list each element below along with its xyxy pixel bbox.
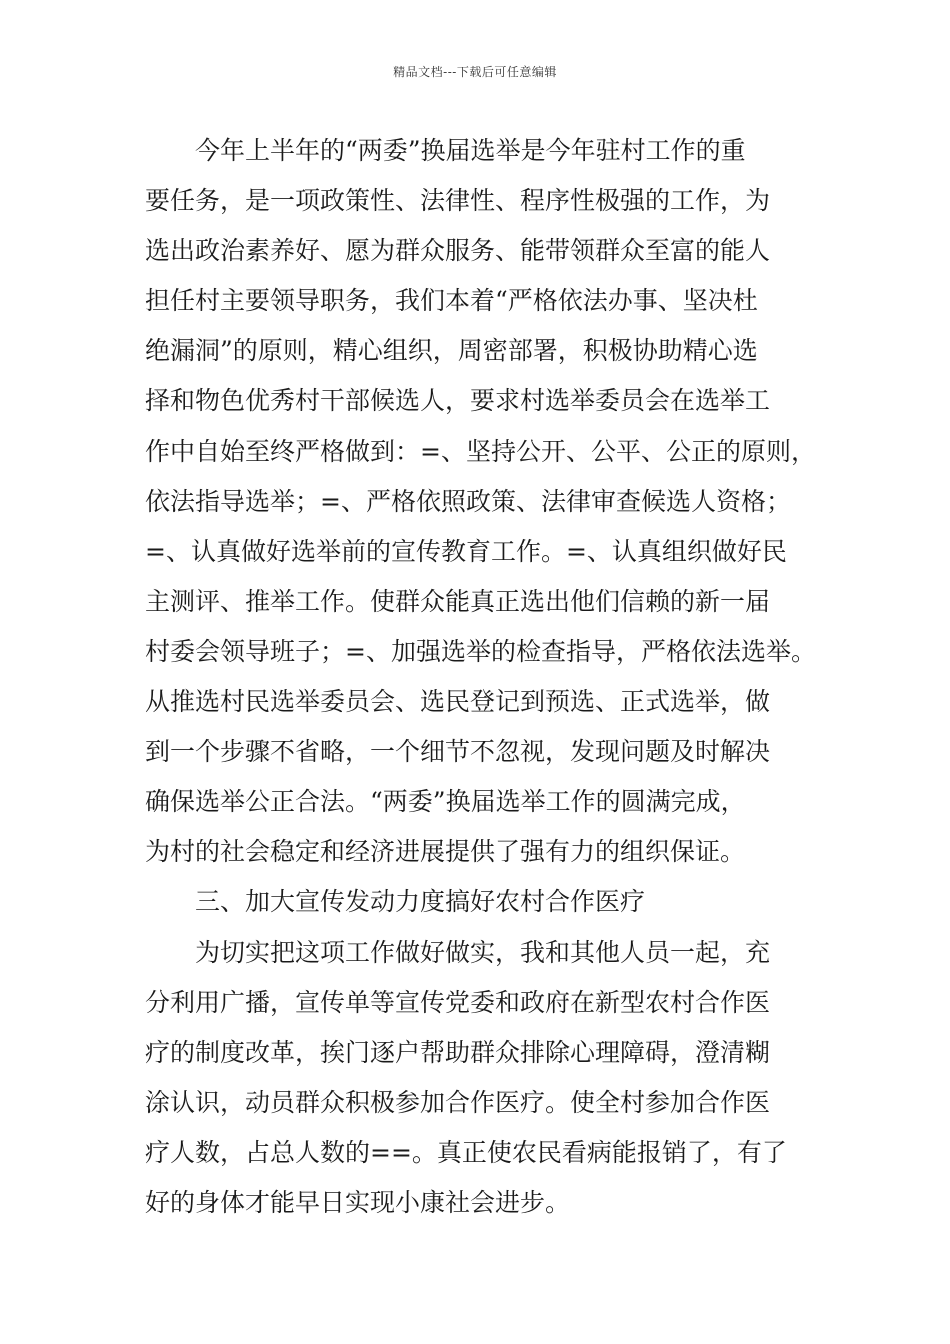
text-line: 涂认识，动员群众积极参加合作医疗。使全村参加合作医 xyxy=(145,1087,771,1117)
heading-line: 三、加大宣传发动力度搞好农村合作医疗 xyxy=(195,887,646,917)
text-line: 从推选村民选举委员会、选民登记到预选、正式选举，做 xyxy=(145,687,771,717)
text-line: 择和物色优秀村干部候选人，要求村选举委员会在选举工 xyxy=(145,386,771,416)
paragraph-medical xyxy=(145,928,825,1229)
text-line: 分利用广播，宣传单等宣传党委和政府在新型农村合作医 xyxy=(145,987,771,1017)
text-line: 为村的社会稳定和经济进展提供了强有力的组织保证。 xyxy=(145,837,746,867)
section-heading xyxy=(145,877,825,927)
text-line: 担任村主要领导职务，我们本着“严格依法办事、坚决杜 xyxy=(145,286,758,316)
text-line: 疗人数，占总人数的==。真正使农民看病能报销了，有了 xyxy=(145,1137,787,1167)
document-body xyxy=(145,126,825,1228)
text-line: 作中自始至终严格做到：=、坚持公开、公平、公正的原则， xyxy=(145,436,816,466)
text-line: 好的身体才能早日实现小康社会进步。 xyxy=(145,1187,571,1217)
text-line: 选出政治素养好、愿为群众服务、能带领群众至富的能人 xyxy=(145,236,771,266)
text-line: 到一个步骤不省略，一个细节不忽视，发现问题及时解决 xyxy=(145,737,771,767)
text-line: 主测评、推举工作。使群众能真正选出他们信赖的新一届 xyxy=(145,586,771,616)
text-line: =、认真做好选举前的宣传教育工作。=、认真组织做好民 xyxy=(145,536,787,566)
text-line: 疗的制度改革，挨门逐户帮助群众排除心理障碍，澄清糊 xyxy=(145,1037,771,1067)
page-header: 精品文档---下载后可任意编辑 xyxy=(393,65,557,79)
text-line: 绝漏洞”的原则，精心组织，周密部署，积极协助精心选 xyxy=(145,336,758,366)
text-line: 今年上半年的“两委”换届选举是今年驻村工作的重 xyxy=(195,136,746,165)
text-line: 依法指导选举；=、严格依照政策、法律审查候选人资格； xyxy=(145,486,791,516)
text-line: 为切实把这项工作做好做实，我和其他人员一起，充 xyxy=(195,937,771,967)
text-line: 确保选举公正合法。“两委”换届选举工作的圆满完成， xyxy=(145,787,746,817)
text-line: 要任务，是一项政策性、法律性、程序性极强的工作，为 xyxy=(145,186,771,216)
paragraph-election xyxy=(145,126,825,877)
text-line: 村委会领导班子；=、加强选举的检查指导，严格依法选举。 xyxy=(145,636,816,666)
